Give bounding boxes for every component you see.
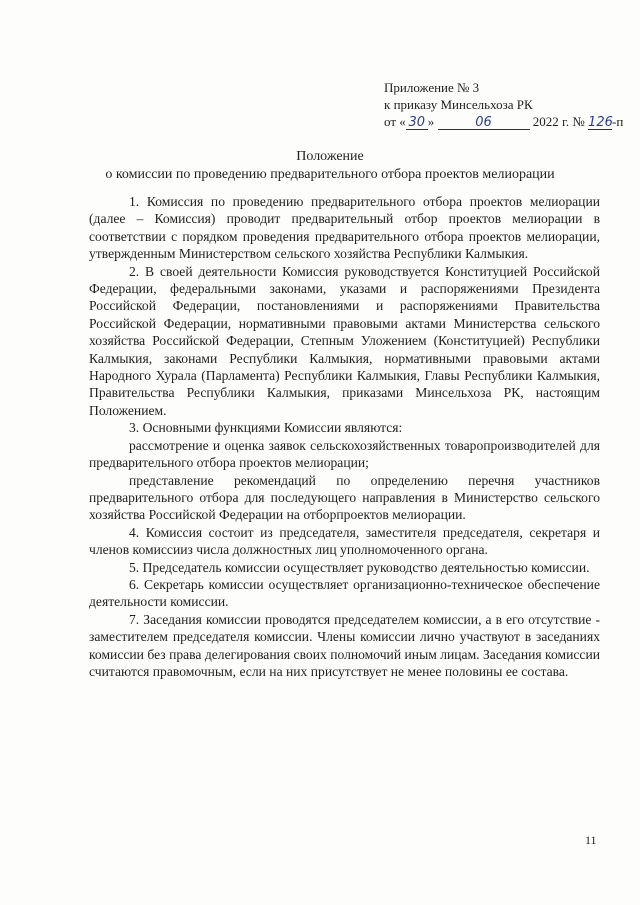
order-reference: к приказу Минсельхоза РК [384, 97, 533, 112]
title-line-2: о комиссии по проведению предварительного отбора проектов мелиорации [105, 167, 555, 182]
paragraph-5: 5. Председатель комиссии осуществляет руководство деятельностью комиссии. [129, 559, 590, 575]
date-year: 2022 г. № [529, 114, 589, 129]
paragraph-2: 2. В своей деятельности Комиссия руководствуется Конституцией Российской Федерации, федеральными законами, указами и распоряжениями Президента Российской Федерации, постановлениями и распоряжениями Правительства Российской Федерации, нормативными правовыми актами Министерства сельского хозяйства Российской Федерации, Степным Уложением (Конституцией) Республики Калмыкия, законами Республики Калмыкия, нормативными правовыми актами Народного Хурала (Парламента) Республики Калмыкия, Главы Республики Калмыкия, Правительства Республики Калмыкия, приказами Минсельхоза РК, настоящим Положением. [89, 263, 600, 418]
title-line-1: Положение [296, 149, 364, 164]
appendix-number: Приложение № 3 [384, 80, 480, 95]
appendix-header [384, 79, 624, 130]
paragraph-3-item-2: представление рекомендаций по определению перечня участников предварительного отбора для последующего направления в Министерство сельского хозяйства Российской Федерации на отборпроектов мелиорации. [89, 472, 600, 523]
order-number-handwritten: 126 [588, 115, 613, 130]
paragraph-7: 7. Заседания комиссии проводятся председателем комиссии, а в его отсутствие - заместителем председателя комиссии. Члены комиссии лично участвуют в заседаниях комиссии без права делегирования своих полномочий иным лицам. Заседания комиссии считаются правомочным, если на них присутствует не менее половины ее состава. [89, 611, 600, 679]
paragraph-3-item-1: рассмотрение и оценка заявок сельскохозяйственных товаропроизводителей для предварительного отбора проектов мелиорации; [89, 437, 600, 471]
page-number: 11 [585, 833, 597, 847]
order-date-line [384, 113, 624, 130]
date-day-handwritten: 30 [406, 116, 428, 130]
date-mid: » [427, 114, 438, 129]
date-month-handwritten: 06 [438, 116, 530, 130]
paragraph-3: 3. Основными функциями Комиссии являются: [129, 420, 403, 436]
paragraph-4: 4. Комиссия состоит из председателя, заместителя председателя, секретаря и членов комиссииз числа должностных лиц уполномоченного органа. [89, 524, 600, 558]
date-prefix: от « [384, 114, 406, 129]
paragraph-6: 6. Секретарь комиссии осуществляет организационно-техническое обеспечение деятельности комиссии. [89, 576, 600, 610]
document-title [60, 148, 600, 184]
order-number-suffix: -п [612, 114, 624, 129]
paragraph-1: 1. Комиссия по проведению предварительного отбора проектов мелиорации (далее – Комиссия) проводит предварительный отбор проектов мелиорации в соответствии с порядком проведения предварительного отбора проектов мелиорации, утвержденным Министерством сельского хозяйства Республики Калмыкия. [89, 194, 600, 262]
document-body [89, 193, 600, 680]
